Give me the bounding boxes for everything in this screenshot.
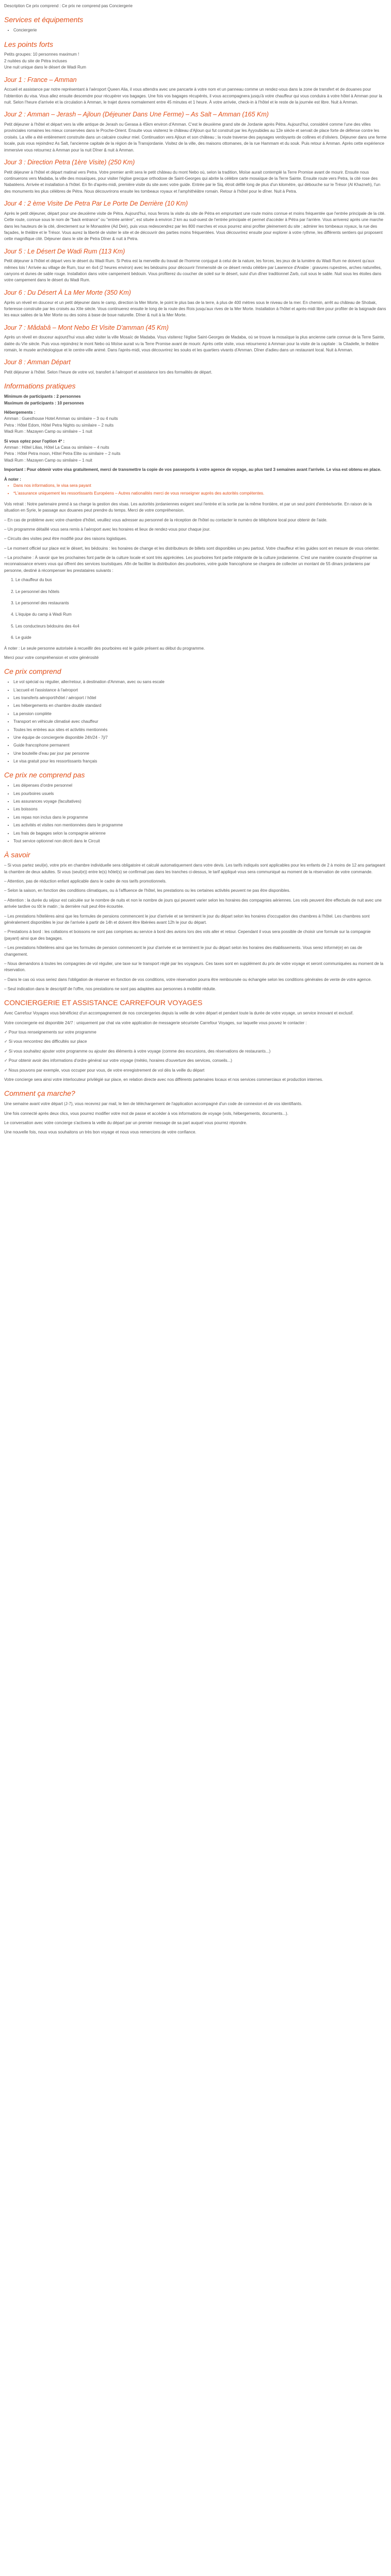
concierge-title: CONCIERGERIE ET ASSISTANCE CARREFOUR VOYAGES [4,998,203,1007]
info-title: Informations pratiques [4,382,76,391]
services-title: Services et équipements [4,15,84,24]
day-text: Accueil et assistance par notre représentant à l'aéroport Queen Alia, il vous attendra avec une pancarte à votre nom et un panneau comme un rendez-vous dans la zone de transfert et de douanes pour l'obtention du visa. Vous allez ensuite descendre pour récupérer vos bagages. Une fois vos bagages récupérés, il vous accompagnera jusqu'à votre chauffeur qui vous conduira à votre hôtel à Amman pour la nuit. Selon l'heure d'arrivée et la circulation à Amman, le trajet durera normalement entre 45 minutes et 1 heure. À votre arrivée, check-in à l'hôtel et le reste de la journée est libre. Nuit à Amman. [4,87,382,105]
day-text: Après un réveil en douceur et un petit déjeuner dans le camp, direction la Mer Morte, le point le plus bas de la terre, à plus de 400 mètres sous le niveau de la mer. En chemin, arrêt au château de Shobak, forteresse construite par les croisés au XIIe siècle. Vous continuerez ensuite le long de la route des Rois jusqu'aux rives de la Mer Morte. Installation à l'hôtel et après-midi libre pour profiter de la baignade dans les eaux salées de la Mer Morte ou des soins à base de boue naturelle. Dîner & nuit à la Mer Morte. [4,300,386,318]
fine-print: – Un programme détaillé vous sera remis à l'aéroport avec les horaires et lieux de rendez-vous pour chaque jour. [4,527,210,532]
tip-recipient: 5. Les conducteurs bédouins des 4x4 [15,623,387,630]
concierge-item: ✓ Si vous souhaitez ajouter votre programme ou ajouter des éléments à votre voyage (comme des excursions, des réservations de restaurants...) [4,1048,271,1054]
know-item: – Dans le cas où vous seriez dans l'obligation de réserver en fonction de vos conditions, votre réservation pourra être remboursée ou échangée selon les conditions générales de vente de votre agence. [4,977,372,982]
fine-print: – Le moment officiel sur place est le désert, les bédouins : les horaires de change et les distributeurs de billets sont disponibles un peu partout. Votre chauffeur et les guides sont en mesure de vous orienter. [4,546,380,551]
day-title: Jour 5 : Le Désert De Wadi Rum (113 Km) [4,247,125,255]
min-participants: Minimum de participants : 2 personnes [4,394,81,399]
services-list [4,27,387,33]
housing-line: Wadi Rum : Mazayen Camp ou similaire – 1 nuit [4,429,92,434]
thanks-line: Merci pour votre compréhension et votre générosité [4,655,99,660]
notes-list [4,483,387,497]
visa-important: Important : Pour obtenir votre visa gratuitement, merci de transmettre la copie de vos passeports à votre agence de voyage, au plus tard 3 semaines avant l'arrivée. Le visa est obtenu en place. [4,467,382,472]
includes-item: • La pension complète [13,711,387,717]
notes-label: À noter : [4,477,21,482]
know-item: – Seul indication dans le descriptif de l'offre, nos prestations ne sont pas adaptées aux personnes à mobilité réduite. [4,987,216,992]
concierge-item: ✓ Si vous rencontrez des difficultés sur place [4,1039,87,1044]
option4-line: Amman : Hôtel Lilias, Hôtel La Casa ou similaire – 4 nuits [4,445,109,450]
day-title: Jour 8 : Amman Départ [4,359,71,366]
concierge-paragraph: Votre conciergerie est disponible 24/7 : uniquement par chat via votre application de messagerie sécurisée Carrefour Voyages, sur laquelle vous pouvez le contacter : [4,1020,307,1025]
day-title: Jour 3 : Direction Petra (1ère Visite) (250 Km) [4,158,135,166]
know-item: – Les prestations hôtelières ainsi que les formules de pensions commencent le jour d'arrivée et se terminent le jour du départ selon les horaires d'occupation des chambres à l'hôtel. Les chambres sont généralement disponibles le jour de l'arrivée à partir de 14h et doivent être libérées avant 12h le jour du départ. [4,913,370,925]
know-title: À savoir [4,851,30,859]
day-title: Jour 2 : Amman – Jerash – Ajloun (Déjeuner Dans Une Ferme) – As Salt – Amman (165 Km) [4,111,269,118]
day-title: Jour 7 : Mâdabâ – Mont Nebo Et Visite D'amman (45 Km) [4,324,169,331]
tip-recipient: 2. Le personnel des hôtels [15,589,387,595]
day-text: Après le petit déjeuner, départ pour une deuxième visite de Pétra. Aujourd'hui, nous ferons la visite du site de Pétra en empruntant une route moins connue et moins fréquentée que l'entrée principale de la cité. Cette route, connue sous le nom de "back entrance" ou "entrée arrière", est située à environ 2 km au sud-ouest de l'entrée principale et permet d'accéder à Pétra par l'arrière. Vous arriverez après une marche dans les hauteurs de la cité, directement sur le Monastère (Ad Deir), puis vous redescendrez par les 800 marches et vous pourrez ainsi profiter pleinement du site ; admirer les tombeaux royaux, la rue des façades, le théâtre et le Trésor. Vous aurez la liberté de visiter le site et de découvrir des parties moins fréquentées. Vous découvrirez ensuite pour explorer à votre rythme, les différents sentiers qui proposent cette magnifique cité. Déjeuner dans le site de Petra Dîner & nuit à Petra. [4,211,386,242]
day-title: Jour 4 : 2 ème Visite De Petra Par Le Porte De Derrière (10 Km) [4,200,188,208]
option4-label: Si vous optez pour l'option 4* : [4,438,65,444]
excludes-item: • Les repas non inclus dans le programme [13,815,387,821]
max-participants: Maximum de participants : 10 personnes [4,400,84,405]
know-item: – Attention, pas de réduction enfant applicable dans le cadre de nos tarifs promotionnels. [4,878,167,884]
housing-line: Amman : Guesthouse Hotel Amman ou similaire – 3 ou 4 nuits [4,416,118,421]
day-text: Après un réveil en douceur aujourd'hui vous allez visiter la ville Mosaïc de Madaba. Vous visiterez l'église Saint-Georges de Madaba, où se trouve la mosaïque la plus ancienne carte connue de la Terre Sainte, datée du VIe siècle. Puis vous rejoindrez le mont Nebo où Moïse aurait vu la Terre Promise avant de mourir. Après cette visite, vous retournerez à Amman pour la visite de la capitale : la Citadelle, le théâtre romain, le musée archéologique et le centre-ville animé. Dans l'après-midi, vous découvrirez les souks et les quartiers vivants d'Amman. Dîner d'adieu dans un restaurant local. Nuit à Amman. [4,335,385,353]
highlights-title: Les points forts [4,40,53,48]
know-item: – Nous demandons à toutes les compagnies de vol régulier, une taxe sur le transport réglé par les voyageurs. Ces taxes sont en supplément du prix de votre voyage et seront communiquées au moment de la réservation. [4,961,384,973]
tip-recipient: 6. Le guide [15,635,387,641]
concierge-item: ✓ Pour obtenir avoir des informations d'ordre général sur votre voyage (météo, horaires d'ouverture des services, conseils...) [4,1058,232,1063]
housing-label: Hébergements : [4,410,36,415]
know-item: – Attention : la durée du séjour est calculée sur le nombre de nuits et non le nombre de jours qui peuvent varier selon les horaires des compagnies aériennes. Les vols peuvent être effectués de nuit avec une arrivée tardive ou tôt le matin ; la dernière nuit peut être écourtée. [4,897,382,909]
tip-recipient: 1. Le chauffeur du bus [15,577,387,583]
highlight-line: Petits groupes: 10 personnes maximum ! [4,52,79,57]
know-item: – Les prestations hôtelières ainsi que les formules de pension commencent le jour d'arrivée et se terminent le jour du départ selon les horaires des établissements. Vous serez informé(e) en cas de changement. [4,945,362,957]
excludes-item: • Les boissons [13,806,387,812]
know-item: – Prestations à bord : les collations et boissons ne sont pas comprises au service à bord des avions lors des vols aller et retour. Cependant il vous sera possible de choisir une formule sur la compagnie (payant) ainsi que des bagages. [4,929,371,941]
includes-item: • Le vol spécial ou régulier, aller/retour, à destination d'Amman, avec ou sans escale [13,679,387,685]
know-item: – Selon la saison, en fonction des conditions climatiques, ou à l'affluence de l'hôtel, les prestations ou les certaines activités peuvent ne pas être disponibles. [4,888,290,893]
includes-item: • Les transferts aéroport/hôtel / aéroport / hôtel [13,695,387,701]
includes-item: • L'accueil et l'assistance à l'aéroport [13,687,387,693]
day-text: Petit déjeuner à l'hôtel et départ matinal vers Petra. Votre premier arrêt sera le petit château du mont Nebo où, selon la tradition, Moïse aurait contemplé la Terre Promise avant de mourir. Ensuite nous continuerons vers Madaba, la ville des mosaïques, pour visiter l'église grecque orthodoxe de Saint-Georges qui abrite la célèbre carte mosaïque de la Terre Sainte. Ensuite route vers Petra, la cité rose des Nabatéens. Arrivée et installation à l'hôtel. En fin d'après-midi, première visite du site avec votre guide. Entrée par le Siq, étroit défilé long de plus d'un kilomètre, qui débouche sur le Trésor (Al Khazneh), l'un des monuments les plus célèbres de Pétra. Nous découvrirons ensuite les tombeaux royaux et l'amphithéâtre romain. Retour à l'hôtel pour le dîner. Nuit à Petra. [4,170,381,194]
note-item: • *L'assurance uniquement les ressortissants Européens – Autres nationalités merci de vous renseigner auprès des autorités compétentes. [13,490,387,497]
housing-line: Petra : Hôtel Edom, Hôtel Petra Nights ou similaire – 2 nuits [4,422,114,428]
concierge-item: ✓ Nous pouvons par exemple, vous occuper pour vous, de votre enregistrement de vol dès la veille du départ [4,1067,205,1073]
excludes-item: • Les dépenses d'ordre personnel [13,783,387,789]
day-text: Petit déjeuner à l'hôtel et départ vers le désert du Wadi Rum. Si Petra est la merveille du travail de l'homme conjugué à celui de la nature, les forces, les jeux de la lumière du Wadi Rum ne doivent qu'aux mêmes lois ! Arrivée au village de Rum, tour en 4x4 (2 heures environ) avec les bédouins pour découvrir l'immensité de ce désert rendu célèbre par Lawrence d'Arabie : gravures rupestres, arches naturelles, canyons et dunes de sable rouge. Installation dans votre campement bédouin. Vous profiterez du coucher de soleil sur le désert, suivi d'un dîner traditionnel Zarb, cuit sous le sable. Nuit sous les étoiles dans votre campement dans le désert du Wadi Rum. [4,259,382,283]
tip-recipient: 4. L'équipe du camp à Wadi Rum [15,612,387,618]
includes-item: • Une équipe de conciergerie disponible 24h/24 - 7j/7 [13,735,387,741]
offer-page [0,0,391,1149]
fine-print: – En cas de problème avec votre chambre d'hôtel, veuillez vous adresser au personnel de la réception de l'hôtel ou contacter le numéro de téléphone local pour obtenir de l'aide. [4,517,328,522]
day-text: Petit déjeuner à l'hôtel. Selon l'heure de votre vol, transfert à l'aéroport et assistance lors des formalités de départ. [4,370,213,375]
excludes-title: Ce prix ne comprend pas [4,771,85,779]
includes-item: • Les hébergements en chambre double standard [13,703,387,709]
how-paragraph: Une semaine avant votre départ (J-7), vous recevrez par mail, le lien de téléchargement de l'application accompagné d'un code de connexion et de vos identifiants. [4,1101,303,1107]
includes-item: • Transport en véhicule climatisé avec chauffeur [13,719,387,725]
includes-item: • Toutes les entrées aux sites et activités mentionnés [13,727,387,733]
highlight-line: Une nuit unique dans le désert de Wadi Rum [4,65,86,70]
includes-item: • Le visa gratuit pour les ressortissants français [13,758,387,765]
know-item: – Si vous partez seul(e), votre prix en chambre individuelle sera obligatoire et calculé automatiquement dans votre devis. Les tarifs indiqués sont applicables pour les enfants de 2 à moins de 12 ans partageant la chambre de deux adultes. Si vous (seul(e)) entre le(s) hôtel(s) se confirmait pas dans les tranches ci-dessus, le tarif appliqué vous sera communiqué au moment de la réservation de votre commande. [4,863,385,874]
day-title: Jour 6 : Du Désert À La Mer Morte (350 Km) [4,289,131,296]
how-paragraph: Une nouvelle fois, nous vous souhaitons un très bon voyage et nous vous remercions de votre confiance. [4,1130,197,1135]
concierge-closing: Votre concierge sera ainsi votre interlocuteur privilégié sur place, en relation directe avec nos différents partenaires locaux et nos services commerciaux et production internes. [4,1077,323,1082]
itinerary [4,76,387,376]
fine-print: – Circuits des visites peut être modifié pour des raisons logistiques. [4,536,127,541]
how-title: Comment ça marche? [4,1089,75,1098]
option4-line: Petra : Hôtel Petra moon, Hôtel Petra Elite ou similaire – 2 nuits [4,451,121,456]
how-paragraph: Une fois connecté après deux clics, vous pourrez modifier votre mot de passe et accéder à vos informations de voyage (vols, hébergements, documents...). [4,1111,288,1116]
day-title: Jour 1 : France – Amman [4,76,77,83]
tips-recipients [4,577,387,641]
excludes-item: • Les pourboires usuels [13,791,387,797]
note-item: • Dans nos informations, le visa sera payant [13,483,387,489]
fine-print: Vols retrait : Notre partenaire prend à sa charge la gestion des visas. Les autorités jordaniennes exigent seul l'entrée et la sortie par la même frontière, et par un seul point d'entrée/sortie. En raison de la situation en Syrie, le passage aux douanes peut prendre du temps. Merci de votre compréhension. [4,501,372,513]
tips-note: À noter : Le seule personne autorisée à recueillir des pourboires est le guide présent au début du programme. [4,646,205,651]
excludes-item: • Les frais de bagages selon la compagnie aérienne [13,831,387,837]
services-item: • Conciergerie [13,27,387,33]
highlight-line: 2 nuitées du site de Pétra incluses [4,58,67,63]
excludes-item: • Les assurances voyage (facultatives) [13,799,387,805]
option4-line: Wadi Rum : Mazayen Camp ou similaire – 1 nuit [4,457,92,463]
includes-list [4,679,387,765]
concierge-paragraph: Avec Carrefour Voyages vous bénéficiez d'un accompagnement de nos conciergeries depuis la veille de votre départ et pendant toute la durée de votre voyage, un service innovant et exclusif. [4,1011,354,1016]
excludes-list [4,783,387,844]
tips-text: – La prochaine : À savoir que les prochaines font partie de la culture locale et sont très appréciées. Les pourboires font partie intégrante de la culture jordanienne. C'est une manière courante d'exprimer sa reconnaissance envers vous qui offrent des services touristiques. Afin de faciliter la distribution des pourboires, votre guide francophone se chargera de collecter un montant de 55 dinars jordaniens par personne, destiné à récompenser les prestataires suivants : [4,555,378,573]
tip-recipient: 3. Le personnel des restaurants [15,600,387,606]
concierge-item: ✓ Pour tous renseignements sur votre programme [4,1030,96,1035]
description-line: Description Ce prix comprend : Ce prix ne comprend pas Conciergerie [4,4,133,8]
includes-item: • Une bouteille d'eau par jour par personne [13,751,387,757]
day-text: Petit déjeuner à l'hôtel et départ vers la ville antique de Jerash ou Gerasa à 45km environ d'Amman. C'est le deuxième grand site de Jordanie après Pétra. Aujourd'hui, considéré comme l'une des villes provinciales romaines les mieux conservées dans le Proche-Orient. Ensuite vous visiterez le château d'Ajloun qui fut construit par les Ayyoubides au 12e siècle et servait de place forte de défense contre les croisés. La ville a été entièrement construite dans un calcaire couleur miel. Continuation vers Ajloun et son château ; la route traverse des paysages verdoyants de collines et d'oliviers. Déjeuner dans une ferme locale, puis vous rejoindrez As Salt, l'ancienne capitale de la région de la Transjordanie. Visitez de la ville, des maisons ottomanes, de la rue Hammam et du souk. Puis retour à Amman. Après cette expérience immersive vous retournez à Amman pour la nuit Dîner & nuit à Amman. [4,122,387,152]
excludes-item: • Tout service optionnel non décrit dans le Circuit [13,838,387,844]
includes-title: Ce prix comprend [4,667,61,676]
how-paragraph: Le conversation avec votre concierge s'activera la veille du départ par un premier message de sa part auquel vous pourrez répondre. [4,1120,248,1125]
includes-item: • Guide francophone permanent [13,742,387,749]
excludes-item: • Les activités et visites non mentionnées dans le programme [13,822,387,828]
